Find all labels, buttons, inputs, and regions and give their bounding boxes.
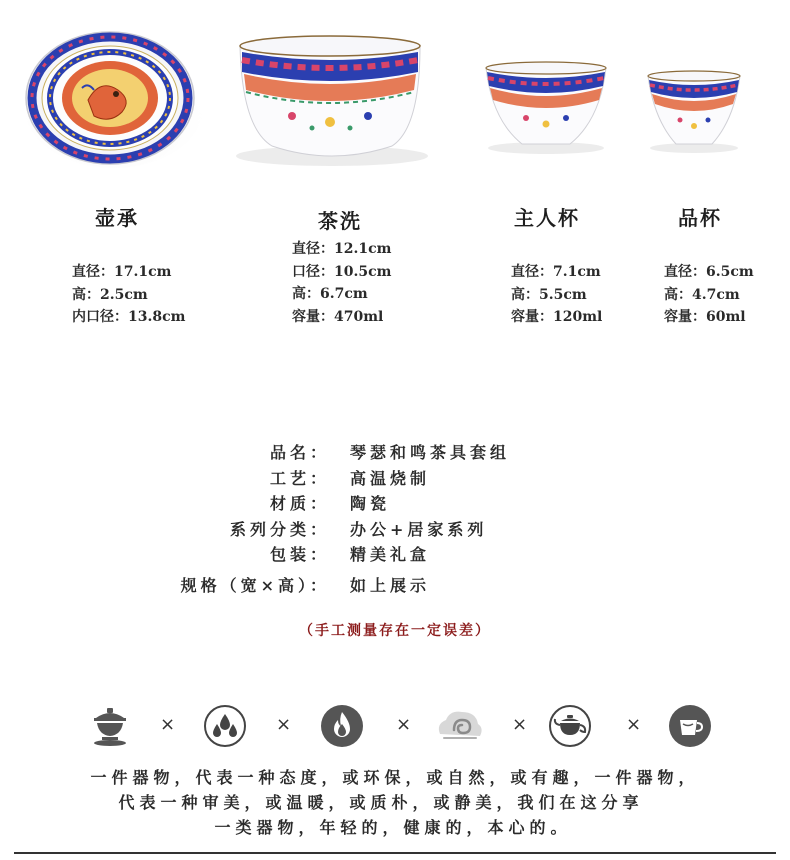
spec-line: 高：4.7cm [664, 286, 740, 303]
spec-line: 直径：6.5cm [664, 264, 754, 280]
times-symbol: × [396, 714, 412, 735]
info-label: 品名： [269, 443, 330, 462]
info-label: 工艺： [269, 468, 330, 488]
info-value: 精美礼盒 [350, 545, 431, 564]
gaiwan-icon [88, 704, 132, 748]
info-label: 规格（宽×高）： [180, 575, 330, 595]
info-value: 琴瑟和鸣茶具套组 [350, 443, 511, 462]
times-symbol: × [160, 714, 176, 735]
host-cup-image [482, 60, 610, 156]
spec-line: 容量：120ml [511, 309, 603, 325]
info-row-material [150, 491, 670, 517]
product-specs-wash-bowl [292, 238, 391, 328]
bottom-divider [14, 852, 776, 854]
product-title-tasting-cup: 品杯 [678, 206, 722, 230]
spec-line: 直径：12.1cm [292, 241, 392, 257]
times-symbol: × [626, 714, 642, 735]
info-value: 高温烧制 [350, 468, 431, 488]
info-label: 系列分类： [229, 519, 330, 539]
info-row-packaging [150, 542, 670, 568]
spec-line: 口径：10.5cm [292, 263, 392, 280]
product-title-tray: 壶承 [95, 206, 139, 230]
times-symbol: × [276, 714, 292, 735]
spec-line: 容量：470ml [292, 308, 384, 325]
info-row-craft [150, 466, 670, 492]
info-value: 陶瓷 [350, 494, 391, 513]
spec-line: 直径：17.1cm [72, 264, 172, 280]
tea-cup-icon [668, 704, 712, 748]
info-row-series [150, 517, 670, 543]
product-specs-tasting-cup [664, 261, 754, 329]
spec-line: 直径：7.1cm [511, 264, 601, 280]
slogan-line-3: 一类器物，年轻的，健康的，本心的。 [214, 818, 572, 837]
tea-wash-bowl-image [232, 28, 428, 168]
times-symbol: × [512, 714, 528, 735]
tasting-cup-image [644, 68, 744, 154]
cloud-swirl-icon [434, 704, 486, 748]
info-value: 办公+居家系列 [350, 519, 488, 539]
product-specs-host-cup [511, 261, 602, 329]
spec-line: 高：5.5cm [511, 286, 587, 303]
info-value: 如上展示 [350, 575, 431, 595]
product-title-wash-bowl: 茶洗 [318, 209, 362, 233]
info-label: 材质： [269, 494, 330, 513]
spec-line: 内口径：13.8cm [72, 309, 186, 325]
product-specs-tray [72, 261, 185, 329]
slogan-line-1: 一件器物，代表一种态度，或环保，或自然，或有趣，一件器物， [90, 768, 700, 787]
product-title-host-cup: 主人杯 [514, 206, 580, 230]
flame-icon [320, 704, 364, 748]
spec-line: 容量：60ml [664, 309, 746, 325]
info-row-name [150, 440, 670, 466]
spec-line: 高：2.5cm [72, 286, 148, 303]
measurement-note: （手工测量存在一定误差） [299, 623, 491, 639]
info-row-size [150, 573, 670, 599]
water-drops-icon [203, 704, 247, 748]
spec-line: 高：6.7cm [292, 286, 368, 302]
slogan-line-2: 代表一种审美，或温暖，或质朴，或静美，我们在这分享 [118, 793, 644, 812]
product-info-table [150, 440, 670, 598]
teapot-icon [548, 704, 592, 748]
tea-tray-image [22, 28, 204, 168]
info-label: 包装： [269, 545, 330, 564]
